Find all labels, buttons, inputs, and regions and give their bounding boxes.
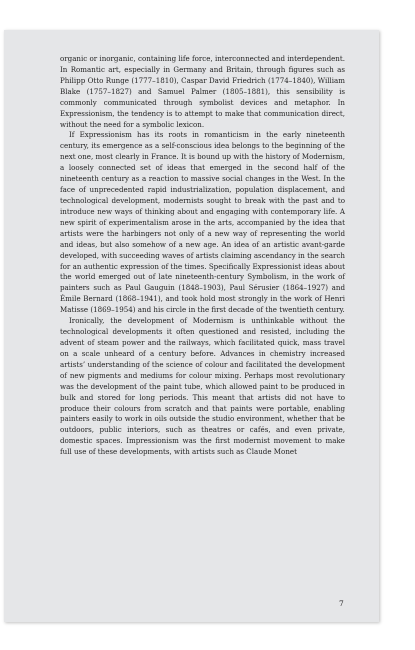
book-page bbox=[4, 30, 379, 622]
paragraph-1: organic or inorganic, containing life force, interconnected and interdependent. In Romantic art, especially in Germany and Britain, through figures such as Philipp Otto Runge (1777–1810), Caspar David Friedrich (1774–1840), William Blake (1757–1827) and Samuel Palmer (1805–1881), this sensibility is commonly communicated through symbolist devices and metaphor. In Expressionism, the tendency is to attempt to make that communication direct, without the need for a symbolic lexicon. bbox=[60, 54, 345, 129]
paragraph-2: If Expressionism has its roots in romanticism in the early nineteenth century, its emergence as a self-conscious idea belongs to the beginning of the next one, most clearly in France. It is bound up with the history of Modernism, a loosely connected set of ideas that emerged in the second half of the nineteenth century as a reaction to massive social changes in the West. In the face of unprecedented rapid industrialization, population displacement, and technological development, modernists sought to break with the past and to introduce new ways of thinking about and engaging with contemporary life. A new spirit of experimentalism arose in the arts, accompanied by the idea that artists were the harbingers not only of a new way of representing the world and ideas, but also somehow of a new age. An idea of an artistic avant-garde developed, with succeeding waves of artists claiming ascendancy in the search for an authentic expression of the times. Specifically Expressionist ideas about the world emerged out of late nineteenth-century Symbolism, in the work of painters such as Paul Gauguin (1848–1903), Paul Sérusier (1864–1927) and Émile Bernard (1868–1941), and took hold most strongly in the work of Henri Matisse (1869–1954) and his circle in the first decade of the twentieth century. bbox=[60, 130, 345, 315]
body-text bbox=[60, 54, 345, 458]
page-number: 7 bbox=[339, 599, 344, 608]
paragraph-3: Ironically, the development of Modernism is unthinkable without the technological developments it often questioned and resisted, including the advent of steam power and the railways, which facilitated quick, mass travel on a scale unheard of a century before. Advances in chemistry increased artists’ understanding of the science of colour and facilitated the development of new pigments and mediums for colour mixing. Perhaps most revolutionary was the development of the paint tube, which allowed paint to be produced in bulk and stored for long periods. This meant that artists did not have to produce their colours from scratch and that paints were portable, enabling painters easily to work in oils outside the studio environment, whether that be outdoors, public interiors, such as theatres or cafés, and even private, domestic spaces. Impressionism was the first modernist movement to make full use of these developments, with artists such as Claude Monet bbox=[60, 316, 345, 457]
